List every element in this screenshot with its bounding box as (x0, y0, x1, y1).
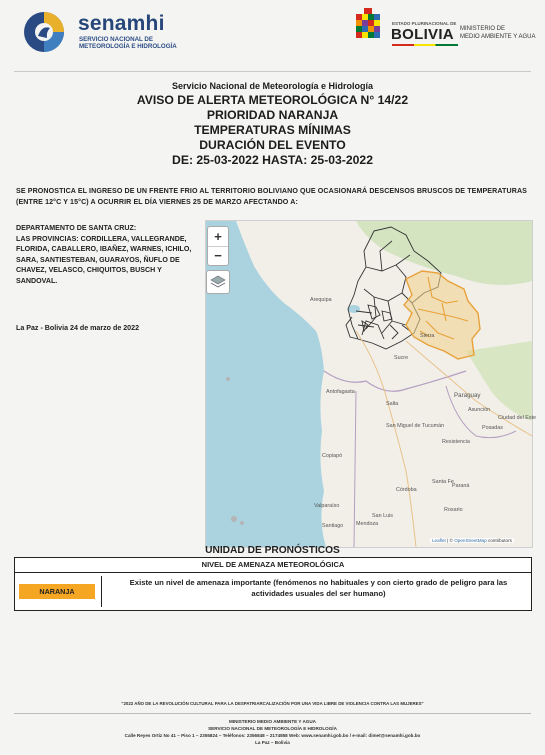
threat-level-badge: NARANJA (19, 584, 95, 599)
threat-level-description: Existe un nivel de amenaza importante (fenómenos no habituales y con cierto grado de peligro para las actividades usuales del ser humano) (101, 576, 531, 607)
duration-label: DURACIÓN DEL EVENTO (199, 138, 346, 152)
brand-subtitle-line-1: SERVICIO NACIONAL DE (79, 36, 154, 43)
table-row (15, 573, 531, 610)
map-label-ciudad-del-este: Ciudad del Este (498, 415, 537, 421)
footer-divider (14, 713, 531, 714)
footer-line-ministry: MINISTERIO MEDIO AMBIENTE Y AGUA (228, 719, 317, 724)
bolivia-emblem-icon (350, 8, 386, 48)
alert-map[interactable] (205, 220, 537, 548)
alert-title-block (0, 80, 545, 168)
gov-state-label: ESTADO PLURINACIONAL DE (392, 21, 457, 26)
map-label-posadas: Posadas (482, 425, 503, 431)
map-canvas (206, 221, 537, 547)
map-label-parana: Paraná (452, 483, 470, 489)
brand-name: senamhi (78, 12, 165, 35)
map-label-tucuman: San Miguel de Tucumán (386, 423, 445, 429)
map-label-copiapo: Copiapó (322, 453, 343, 459)
threat-level-table (14, 557, 532, 611)
duration-range: DE: 25-03-2022 HASTA: 25-03-2022 (172, 153, 373, 167)
map-label-mendoza: Mendoza (356, 521, 379, 527)
ministry-label (460, 26, 540, 41)
alert-title: AVISO DE ALERTA METEOROLÓGICA N° 14/22 (136, 93, 409, 107)
map-label-sierra: Sierra (420, 333, 435, 339)
footer-line-city: La Paz – Bolivia (255, 740, 290, 745)
issue-date: La Paz - Bolivia 24 de marzo de 2022 (16, 324, 140, 332)
brand-subtitle (79, 36, 179, 51)
organization-name: Servicio Nacional de Meteorología e Hidrología (171, 81, 374, 91)
zoom-in-button[interactable]: + (208, 227, 228, 247)
map-label-paraguay: Paraguay (454, 392, 481, 399)
map-label-santa-fe: Santa Fe (432, 479, 454, 485)
ministry-line-2: MEDIO AMBIENTE Y AGUA (460, 33, 536, 40)
map-label-valparaiso: Valparaíso (314, 503, 340, 509)
senamhi-logo-icon (22, 10, 66, 54)
map-lake (348, 305, 360, 313)
department-label: DEPARTAMENTO DE SANTA CRUZ: (16, 224, 137, 232)
map-label-santiago: Santiago (322, 523, 344, 529)
footer-slogan: "2022 AÑO DE LA REVOLUCIÓN CULTURAL PARA LA DESPATRIARCALIZACIÓN POR UNA VIDA LIBRE DE VIOLENCIA CONTRA LAS MUJERES" (121, 701, 424, 706)
unit-title: UNIDAD DE PRONÓSTICOS (205, 545, 340, 556)
zoom-control (207, 226, 229, 266)
footer-line-service: SERVICIO NACIONAL DE METEOROLOGÍA E HIDROLOGÍA (208, 726, 337, 731)
page-footer (0, 718, 545, 746)
map-attribution: Leaflet | © OpenStreetMap contributors (432, 538, 512, 543)
map-label-rosario: Rosario (444, 507, 463, 513)
attribution-tail: contributors (487, 538, 512, 543)
threat-table-header: NIVEL DE AMENAZA METEOROLÓGICA (15, 558, 531, 573)
ministry-line-1: MINISTERIO DE (460, 26, 506, 32)
forecast-intro: SE PRONOSTICA EL INGRESO DE UN FRENTE FRIO AL TERRITORIO BOLIVIANO QUE OCASIONARÁ DESCENSOS BRUSCOS DE TEMPERATURAS (ENTRE 12°C Y 15°C) A OCURRIR EL DÍA VIERNES 25 DE MARZO AFECTANDO A: (16, 187, 527, 206)
layers-button[interactable] (206, 270, 230, 294)
map-label-cordoba: Córdoba (396, 487, 417, 493)
affected-region (16, 223, 198, 286)
map-label-asuncion: Asunción (468, 407, 491, 413)
map-label-san-luis: San Luis (372, 513, 393, 519)
provinces-list: LAS PROVINCIAS: CORDILLERA, VALLEGRANDE, FLORIDA, CABALLERO, IBAÑEZ, WARNES, ICHILO, SARA, SANTIESTEBAN, GUARAYOS, ÑUFLO DE CHAVEZ, VELASCO, CHIQUITOS, BUSCH Y SANDOVAL. (16, 234, 192, 285)
footer-line-contact: Calle Reyes Ortiz No 41 – Piso 1 – 2355824 – Teléfonos: 2356848 – 2174858 Web: www.senamhi.gob.bo / e-mail: dimet@senamhi.gob.bo (124, 733, 421, 738)
map-label-sucre: Sucre (394, 355, 409, 361)
zoom-out-button[interactable]: − (214, 248, 222, 263)
map-label-resistencia: Resistencia (442, 439, 470, 445)
map-label-arequipa: Arequipa (310, 297, 332, 303)
alert-phenomenon: TEMPERATURAS MÍNIMAS (194, 123, 351, 137)
map-label-salta: Salta (386, 401, 399, 407)
layers-icon (210, 274, 226, 290)
brand-subtitle-line-2: METEOROLOGÍA E HIDROLOGÍA (79, 43, 177, 51)
alert-priority: PRIORIDAD NARANJA (206, 108, 339, 122)
header-divider (14, 71, 531, 72)
bolivia-flag-stripe (392, 44, 458, 46)
leaflet-link[interactable]: Leaflet (432, 538, 446, 543)
map-label-antofagasta: Antofagasta (326, 389, 355, 395)
gov-name: BOLIVIA (391, 26, 454, 43)
osm-link[interactable]: OpenStreetMap (454, 538, 487, 543)
